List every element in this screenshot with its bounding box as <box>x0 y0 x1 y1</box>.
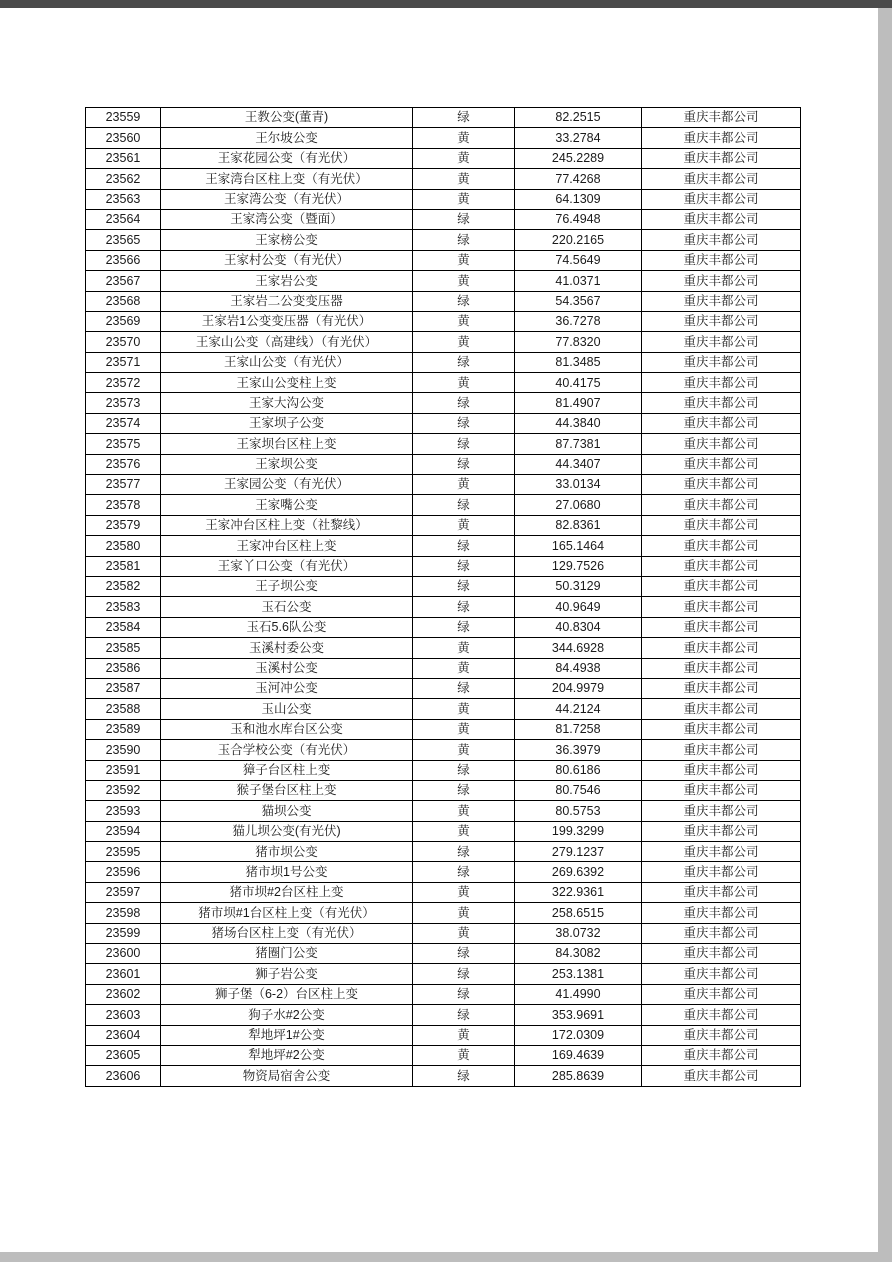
cell-company: 重庆丰都公司 <box>642 842 801 862</box>
cell-value: 44.3840 <box>515 413 642 433</box>
cell-name: 王家岩二公变变压器 <box>161 291 413 311</box>
cell-name: 猴子堡台区柱上变 <box>161 780 413 800</box>
table-row <box>86 108 801 128</box>
cell-company: 重庆丰都公司 <box>642 638 801 658</box>
cell-id: 23572 <box>86 373 161 393</box>
cell-company: 重庆丰都公司 <box>642 882 801 902</box>
cell-id: 23583 <box>86 597 161 617</box>
cell-name: 玉溪村委公变 <box>161 638 413 658</box>
cell-value: 54.3567 <box>515 291 642 311</box>
cell-status: 绿 <box>413 597 515 617</box>
cell-company: 重庆丰都公司 <box>642 658 801 678</box>
table-row <box>86 597 801 617</box>
cell-name: 玉山公变 <box>161 699 413 719</box>
cell-status: 黄 <box>413 332 515 352</box>
table-row <box>86 271 801 291</box>
cell-status: 黄 <box>413 250 515 270</box>
cell-name: 獐子台区柱上变 <box>161 760 413 780</box>
cell-company: 重庆丰都公司 <box>642 393 801 413</box>
table-row <box>86 821 801 841</box>
cell-company: 重庆丰都公司 <box>642 964 801 984</box>
cell-status: 绿 <box>413 780 515 800</box>
cell-status: 绿 <box>413 291 515 311</box>
cell-status: 绿 <box>413 984 515 1004</box>
cell-company: 重庆丰都公司 <box>642 271 801 291</box>
cell-company: 重庆丰都公司 <box>642 576 801 596</box>
cell-value: 204.9979 <box>515 678 642 698</box>
table-row <box>86 291 801 311</box>
cell-status: 绿 <box>413 495 515 515</box>
cell-company: 重庆丰都公司 <box>642 699 801 719</box>
table-row <box>86 189 801 209</box>
cell-id: 23586 <box>86 658 161 678</box>
cell-status: 黄 <box>413 128 515 148</box>
table-row <box>86 780 801 800</box>
cell-name: 玉河冲公变 <box>161 678 413 698</box>
cell-status: 黄 <box>413 638 515 658</box>
cell-company: 重庆丰都公司 <box>642 597 801 617</box>
cell-value: 74.5649 <box>515 250 642 270</box>
cell-value: 41.0371 <box>515 271 642 291</box>
cell-value: 220.2165 <box>515 230 642 250</box>
cell-id: 23562 <box>86 169 161 189</box>
cell-value: 82.2515 <box>515 108 642 128</box>
table-row <box>86 556 801 576</box>
table-row <box>86 1045 801 1065</box>
cell-id: 23564 <box>86 209 161 229</box>
table-row <box>86 536 801 556</box>
cell-id: 23568 <box>86 291 161 311</box>
cell-company: 重庆丰都公司 <box>642 169 801 189</box>
cell-name: 王家嘴公变 <box>161 495 413 515</box>
cell-status: 黄 <box>413 821 515 841</box>
cell-id: 23603 <box>86 1005 161 1025</box>
cell-id: 23587 <box>86 678 161 698</box>
cell-id: 23567 <box>86 271 161 291</box>
cell-id: 23592 <box>86 780 161 800</box>
cell-value: 40.9649 <box>515 597 642 617</box>
table-row <box>86 984 801 1004</box>
table-row <box>86 434 801 454</box>
cell-value: 77.4268 <box>515 169 642 189</box>
table-row <box>86 250 801 270</box>
cell-name: 犁地坪1#公变 <box>161 1025 413 1045</box>
cell-status: 绿 <box>413 556 515 576</box>
cell-value: 40.8304 <box>515 617 642 637</box>
cell-status: 绿 <box>413 678 515 698</box>
cell-value: 50.3129 <box>515 576 642 596</box>
cell-value: 33.2784 <box>515 128 642 148</box>
cell-status: 黄 <box>413 658 515 678</box>
cell-value: 44.3407 <box>515 454 642 474</box>
cell-value: 87.7381 <box>515 434 642 454</box>
cell-company: 重庆丰都公司 <box>642 352 801 372</box>
cell-value: 285.8639 <box>515 1066 642 1086</box>
cell-status: 绿 <box>413 617 515 637</box>
cell-value: 344.6928 <box>515 638 642 658</box>
cell-name: 玉石5.6队公变 <box>161 617 413 637</box>
cell-status: 黄 <box>413 373 515 393</box>
cell-name: 玉和池水库台区公变 <box>161 719 413 739</box>
cell-name: 猪市坝#2台区柱上变 <box>161 882 413 902</box>
cell-id: 23593 <box>86 801 161 821</box>
cell-id: 23565 <box>86 230 161 250</box>
cell-status: 绿 <box>413 108 515 128</box>
cell-status: 黄 <box>413 148 515 168</box>
cell-name: 猪场台区柱上变（有光伏） <box>161 923 413 943</box>
cell-id: 23601 <box>86 964 161 984</box>
cell-status: 绿 <box>413 209 515 229</box>
cell-status: 绿 <box>413 352 515 372</box>
cell-id: 23578 <box>86 495 161 515</box>
cell-status: 绿 <box>413 842 515 862</box>
table-row <box>86 393 801 413</box>
table-row <box>86 944 801 964</box>
table-row <box>86 699 801 719</box>
cell-value: 80.5753 <box>515 801 642 821</box>
cell-id: 23591 <box>86 760 161 780</box>
cell-id: 23580 <box>86 536 161 556</box>
table-body <box>86 108 801 1087</box>
cell-id: 23561 <box>86 148 161 168</box>
cell-value: 41.4990 <box>515 984 642 1004</box>
cell-name: 玉石公变 <box>161 597 413 617</box>
cell-value: 269.6392 <box>515 862 642 882</box>
cell-id: 23599 <box>86 923 161 943</box>
cell-status: 绿 <box>413 393 515 413</box>
cell-name: 王家丫口公变（有光伏） <box>161 556 413 576</box>
cell-value: 82.8361 <box>515 515 642 535</box>
cell-name: 王家坝台区柱上变 <box>161 434 413 454</box>
cell-id: 23569 <box>86 311 161 331</box>
table-row <box>86 169 801 189</box>
table-row <box>86 964 801 984</box>
cell-name: 王家村公变（有光伏） <box>161 250 413 270</box>
cell-status: 绿 <box>413 760 515 780</box>
cell-company: 重庆丰都公司 <box>642 148 801 168</box>
table-row <box>86 332 801 352</box>
cell-value: 322.9361 <box>515 882 642 902</box>
cell-name: 王教公变(董青) <box>161 108 413 128</box>
cell-company: 重庆丰都公司 <box>642 923 801 943</box>
cell-company: 重庆丰都公司 <box>642 556 801 576</box>
cell-name: 猫儿坝公变(有光伏) <box>161 821 413 841</box>
cell-status: 黄 <box>413 882 515 902</box>
cell-company: 重庆丰都公司 <box>642 536 801 556</box>
cell-id: 23585 <box>86 638 161 658</box>
cell-status: 黄 <box>413 271 515 291</box>
table-row <box>86 801 801 821</box>
cell-name: 王家湾台区柱上变（有光伏） <box>161 169 413 189</box>
table-row <box>86 719 801 739</box>
table-row <box>86 638 801 658</box>
cell-value: 81.7258 <box>515 719 642 739</box>
cell-value: 27.0680 <box>515 495 642 515</box>
cell-name: 王尔坡公变 <box>161 128 413 148</box>
document-page <box>0 8 878 1252</box>
cell-id: 23560 <box>86 128 161 148</box>
cell-name: 玉溪村公变 <box>161 658 413 678</box>
cell-company: 重庆丰都公司 <box>642 515 801 535</box>
cell-id: 23595 <box>86 842 161 862</box>
cell-value: 76.4948 <box>515 209 642 229</box>
table-row <box>86 740 801 760</box>
cell-name: 王家大沟公变 <box>161 393 413 413</box>
cell-id: 23596 <box>86 862 161 882</box>
cell-status: 绿 <box>413 536 515 556</box>
cell-id: 23600 <box>86 944 161 964</box>
cell-id: 23589 <box>86 719 161 739</box>
cell-name: 王家园公变（有光伏） <box>161 475 413 495</box>
cell-name: 王家花园公变（有光伏） <box>161 148 413 168</box>
cell-value: 169.4639 <box>515 1045 642 1065</box>
cell-id: 23573 <box>86 393 161 413</box>
table-row <box>86 1025 801 1045</box>
cell-company: 重庆丰都公司 <box>642 780 801 800</box>
cell-status: 黄 <box>413 189 515 209</box>
cell-status: 绿 <box>413 1066 515 1086</box>
cell-status: 黄 <box>413 699 515 719</box>
cell-name: 犁地坪#2公变 <box>161 1045 413 1065</box>
cell-value: 165.1464 <box>515 536 642 556</box>
cell-status: 绿 <box>413 434 515 454</box>
table-row <box>86 1005 801 1025</box>
cell-name: 狮子岩公变 <box>161 964 413 984</box>
cell-status: 绿 <box>413 230 515 250</box>
cell-company: 重庆丰都公司 <box>642 862 801 882</box>
table-row <box>86 454 801 474</box>
table-row <box>86 128 801 148</box>
cell-value: 44.2124 <box>515 699 642 719</box>
cell-company: 重庆丰都公司 <box>642 250 801 270</box>
cell-name: 狗子水#2公变 <box>161 1005 413 1025</box>
cell-company: 重庆丰都公司 <box>642 760 801 780</box>
cell-company: 重庆丰都公司 <box>642 821 801 841</box>
cell-value: 253.1381 <box>515 964 642 984</box>
table-row <box>86 311 801 331</box>
cell-id: 23604 <box>86 1025 161 1045</box>
table-row <box>86 413 801 433</box>
cell-name: 王家坝公变 <box>161 454 413 474</box>
table-row <box>86 495 801 515</box>
top-edge <box>0 0 892 8</box>
table-row <box>86 209 801 229</box>
cell-company: 重庆丰都公司 <box>642 984 801 1004</box>
cell-value: 129.7526 <box>515 556 642 576</box>
cell-name: 王家坝子公变 <box>161 413 413 433</box>
cell-company: 重庆丰都公司 <box>642 209 801 229</box>
cell-company: 重庆丰都公司 <box>642 719 801 739</box>
table-row <box>86 678 801 698</box>
cell-company: 重庆丰都公司 <box>642 740 801 760</box>
cell-id: 23579 <box>86 515 161 535</box>
cell-id: 23597 <box>86 882 161 902</box>
cell-company: 重庆丰都公司 <box>642 413 801 433</box>
cell-value: 84.4938 <box>515 658 642 678</box>
cell-company: 重庆丰都公司 <box>642 311 801 331</box>
cell-status: 绿 <box>413 454 515 474</box>
table-row <box>86 352 801 372</box>
cell-status: 绿 <box>413 964 515 984</box>
cell-status: 黄 <box>413 719 515 739</box>
cell-value: 245.2289 <box>515 148 642 168</box>
cell-name: 王家冲台区柱上变（社黎线） <box>161 515 413 535</box>
cell-company: 重庆丰都公司 <box>642 128 801 148</box>
cell-id: 23598 <box>86 903 161 923</box>
cell-id: 23577 <box>86 475 161 495</box>
table-row <box>86 903 801 923</box>
cell-status: 黄 <box>413 740 515 760</box>
cell-name: 王家山公变（有光伏） <box>161 352 413 372</box>
cell-value: 172.0309 <box>515 1025 642 1045</box>
cell-id: 23581 <box>86 556 161 576</box>
table-row <box>86 148 801 168</box>
table-row <box>86 515 801 535</box>
cell-id: 23559 <box>86 108 161 128</box>
cell-value: 81.4907 <box>515 393 642 413</box>
cell-id: 23584 <box>86 617 161 637</box>
cell-id: 23602 <box>86 984 161 1004</box>
cell-value: 80.6186 <box>515 760 642 780</box>
cell-name: 王子坝公变 <box>161 576 413 596</box>
cell-company: 重庆丰都公司 <box>642 1066 801 1086</box>
table-row <box>86 230 801 250</box>
cell-id: 23594 <box>86 821 161 841</box>
cell-status: 黄 <box>413 515 515 535</box>
cell-status: 黄 <box>413 1045 515 1065</box>
data-table <box>85 107 801 1087</box>
table-row <box>86 842 801 862</box>
cell-company: 重庆丰都公司 <box>642 332 801 352</box>
cell-status: 黄 <box>413 475 515 495</box>
cell-name: 王家山公变（高建线）（有光伏） <box>161 332 413 352</box>
cell-company: 重庆丰都公司 <box>642 434 801 454</box>
table-row <box>86 862 801 882</box>
cell-name: 猪圈门公变 <box>161 944 413 964</box>
table-row <box>86 373 801 393</box>
cell-company: 重庆丰都公司 <box>642 617 801 637</box>
cell-id: 23574 <box>86 413 161 433</box>
cell-company: 重庆丰都公司 <box>642 1005 801 1025</box>
cell-name: 王家湾公变（暨面） <box>161 209 413 229</box>
cell-value: 40.4175 <box>515 373 642 393</box>
cell-value: 36.3979 <box>515 740 642 760</box>
cell-status: 黄 <box>413 1025 515 1045</box>
cell-id: 23571 <box>86 352 161 372</box>
cell-value: 33.0134 <box>515 475 642 495</box>
table-row <box>86 1066 801 1086</box>
cell-value: 36.7278 <box>515 311 642 331</box>
cell-name: 猪市坝#1台区柱上变（有光伏） <box>161 903 413 923</box>
cell-value: 279.1237 <box>515 842 642 862</box>
cell-status: 绿 <box>413 1005 515 1025</box>
table-row <box>86 617 801 637</box>
cell-company: 重庆丰都公司 <box>642 454 801 474</box>
cell-value: 38.0732 <box>515 923 642 943</box>
cell-value: 84.3082 <box>515 944 642 964</box>
cell-status: 黄 <box>413 169 515 189</box>
cell-id: 23605 <box>86 1045 161 1065</box>
cell-company: 重庆丰都公司 <box>642 903 801 923</box>
cell-status: 黄 <box>413 923 515 943</box>
cell-name: 王家湾公变（有光伏） <box>161 189 413 209</box>
cell-name: 王家岩1公变变压器（有光伏） <box>161 311 413 331</box>
table-row <box>86 658 801 678</box>
cell-value: 80.7546 <box>515 780 642 800</box>
cell-value: 199.3299 <box>515 821 642 841</box>
cell-id: 23606 <box>86 1066 161 1086</box>
cell-company: 重庆丰都公司 <box>642 108 801 128</box>
cell-id: 23575 <box>86 434 161 454</box>
cell-status: 黄 <box>413 801 515 821</box>
cell-company: 重庆丰都公司 <box>642 230 801 250</box>
table-row <box>86 923 801 943</box>
cell-value: 258.6515 <box>515 903 642 923</box>
cell-value: 77.8320 <box>515 332 642 352</box>
cell-name: 猪市坝公变 <box>161 842 413 862</box>
cell-company: 重庆丰都公司 <box>642 475 801 495</box>
cell-company: 重庆丰都公司 <box>642 1025 801 1045</box>
cell-status: 黄 <box>413 311 515 331</box>
cell-company: 重庆丰都公司 <box>642 801 801 821</box>
cell-value: 64.1309 <box>515 189 642 209</box>
table-row <box>86 576 801 596</box>
cell-name: 王家山公变柱上变 <box>161 373 413 393</box>
cell-id: 23566 <box>86 250 161 270</box>
table-row <box>86 475 801 495</box>
cell-id: 23563 <box>86 189 161 209</box>
cell-status: 绿 <box>413 862 515 882</box>
cell-id: 23582 <box>86 576 161 596</box>
cell-name: 狮子堡（6-2）台区柱上变 <box>161 984 413 1004</box>
cell-name: 物资局宿舍公变 <box>161 1066 413 1086</box>
cell-company: 重庆丰都公司 <box>642 944 801 964</box>
cell-company: 重庆丰都公司 <box>642 291 801 311</box>
table-row <box>86 882 801 902</box>
cell-status: 绿 <box>413 944 515 964</box>
table-row <box>86 760 801 780</box>
cell-id: 23570 <box>86 332 161 352</box>
cell-name: 猫坝公变 <box>161 801 413 821</box>
cell-company: 重庆丰都公司 <box>642 678 801 698</box>
cell-company: 重庆丰都公司 <box>642 1045 801 1065</box>
cell-name: 王家冲台区柱上变 <box>161 536 413 556</box>
cell-name: 王家榜公变 <box>161 230 413 250</box>
cell-value: 353.9691 <box>515 1005 642 1025</box>
cell-id: 23590 <box>86 740 161 760</box>
cell-status: 绿 <box>413 576 515 596</box>
cell-name: 玉合学校公变（有光伏） <box>161 740 413 760</box>
cell-name: 猪市坝1号公变 <box>161 862 413 882</box>
cell-company: 重庆丰都公司 <box>642 495 801 515</box>
cell-name: 王家岩公变 <box>161 271 413 291</box>
cell-company: 重庆丰都公司 <box>642 373 801 393</box>
cell-id: 23576 <box>86 454 161 474</box>
cell-company: 重庆丰都公司 <box>642 189 801 209</box>
cell-value: 81.3485 <box>515 352 642 372</box>
cell-status: 绿 <box>413 413 515 433</box>
cell-status: 黄 <box>413 903 515 923</box>
cell-id: 23588 <box>86 699 161 719</box>
